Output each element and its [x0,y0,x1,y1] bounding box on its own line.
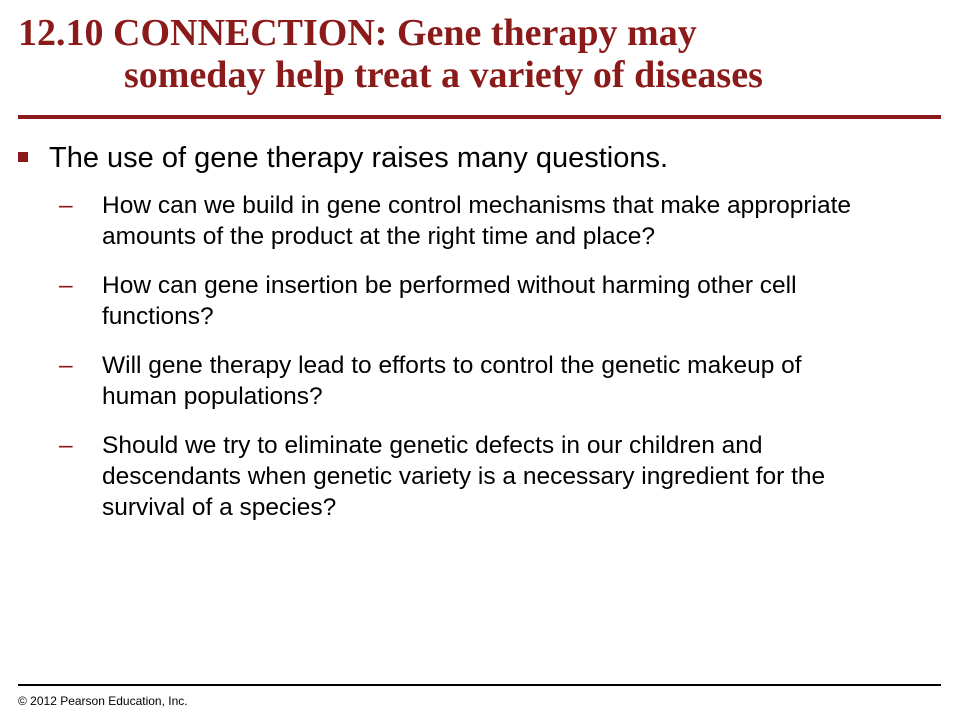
sub-bullet-item [18,270,878,332]
slide-title [18,12,938,96]
bullet-item [18,140,918,176]
slide-content [18,140,918,541]
sub-bullet-text: How can gene insertion be performed without harming other cell functions? [102,272,797,330]
sub-bullet-text: How can we build in gene control mechanisms that make appropriate amounts of the product at the right time and place? [102,192,852,250]
sub-bullet-text: Will gene therapy lead to efforts to control the genetic makeup of human populations? [102,352,802,410]
dash-bullet-icon: – [59,192,73,219]
dash-bullet-icon: – [59,272,73,299]
sub-bullet-text: Should we try to eliminate genetic defects in our children and descendants when genetic variety is a necessary ingredient for the survival of a species? [102,432,826,521]
sub-bullet-item [18,350,878,412]
slide-title-line-2: someday help treat a variety of diseases [124,54,763,96]
slide-title-line-1: 12.10 CONNECTION: Gene therapy may [18,12,697,54]
sub-bullet-item [18,430,878,523]
sub-bullet-item [18,190,878,252]
bullet-text: The use of gene therapy raises many questions. [49,142,669,174]
square-bullet-icon [18,152,28,162]
footer-divider [18,684,941,686]
title-divider [18,115,941,119]
dash-bullet-icon: – [59,352,73,379]
copyright-footer: © 2012 Pearson Education, Inc. [18,694,188,708]
dash-bullet-icon: – [59,432,73,459]
